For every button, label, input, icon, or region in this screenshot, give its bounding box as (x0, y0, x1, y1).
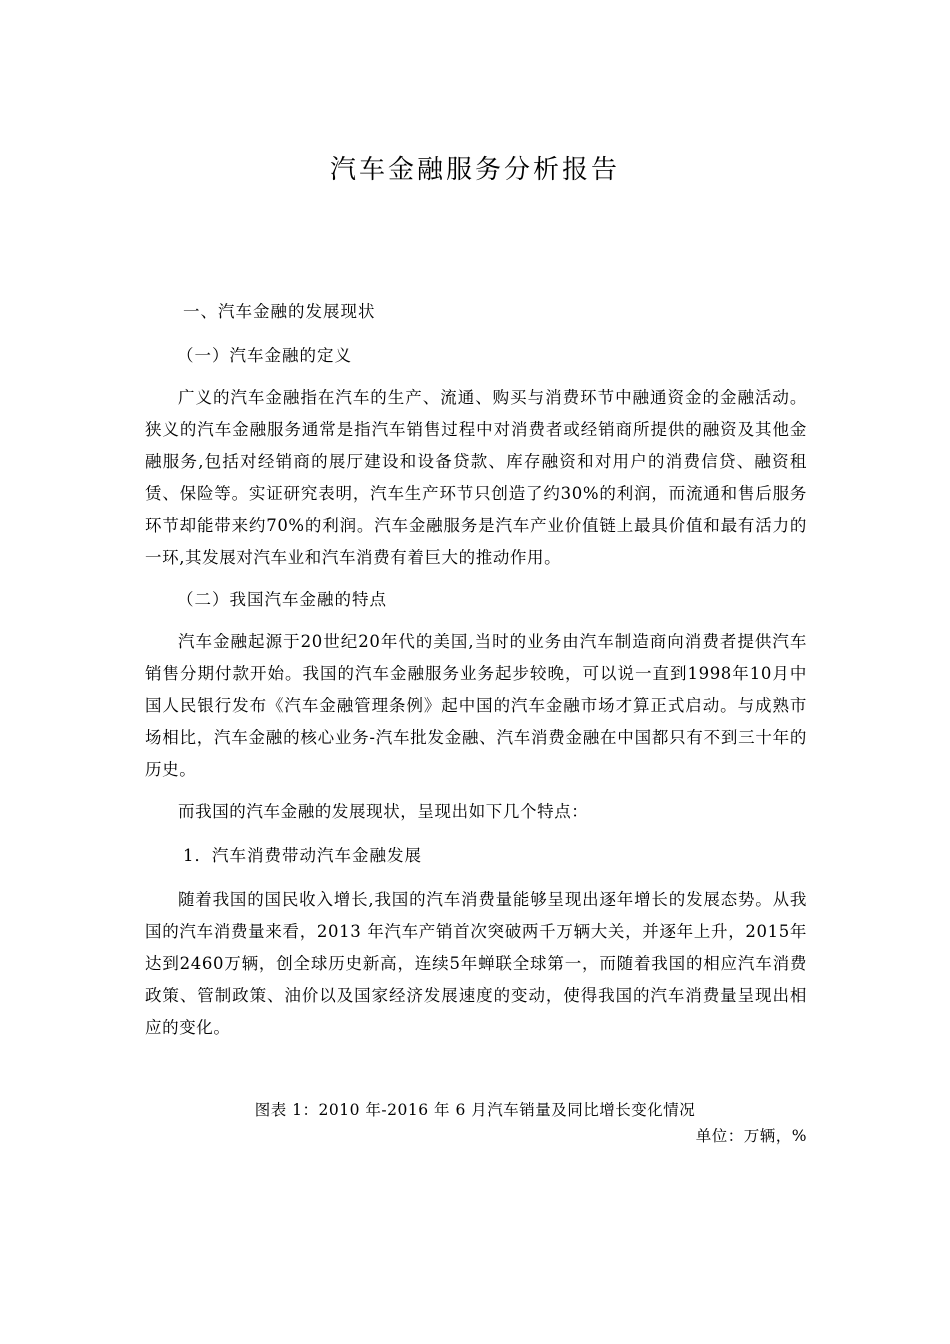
figure-unit-label: 单位：万辆，% (695, 1127, 807, 1145)
subsection-heading-features: （二）我国汽车金融的特点 (177, 590, 387, 609)
document-body (145, 296, 807, 1054)
paragraph-origin: 汽车金融起源于20世纪20年代的美国,当时的业务由汽车制造商向消费者提供汽车销售分期付款开始。我国的汽车金融服务业务起步较晚，可以说一直到1998年10月中国人民银行发布《汽车金融管理条例》起中国的汽车金融市场才算正式启动。与成熟市场相比，汽车金融的核心业务-汽车批发金融、汽车消费金融在中国都只有不到三十年的历史。 (145, 632, 807, 779)
subsection-heading-definition: （一）汽车金融的定义 (177, 346, 352, 365)
paragraph-consumption: 随着我国的国民收入增长,我国的汽车消费量能够呈现出逐年增长的发展态势。从我国的汽车消费量来看，2013 年汽车产销首次突破两千万辆大关，并逐年上升，2015年达到2460万辆，创全球历史新高，连续5年蝉联全球第一，而随着我国的相应汽车消费政策、管制政策、油价以及国家经济发展速度的变动，使得我国的汽车消费量呈现出相应的变化。 (145, 890, 807, 1037)
document-title: 汽车金融服务分析报告 (329, 155, 620, 185)
paragraph-definition: 广义的汽车金融指在汽车的生产、流通、购买与消费环节中融通资金的金融活动。狭义的汽车金融服务通常是指汽车销售过程中对消费者或经销商所提供的融资及其他金融服务,包括对经销商的展厅建设和设备贷款、库存融资和对用户的消费信贷、融资租赁、保险等。实证研究表明，汽车生产环节只创造了约30%的利润，而流通和售后服务环节却能带来约70%的利润。汽车金融服务是汽车产业价值链上最具价值和最有活力的一环,其发展对汽车业和汽车消费有着巨大的推动作用。 (145, 388, 807, 567)
list-item-heading-1: 1．汽车消费带动汽车金融发展 (183, 846, 422, 865)
section-heading-1: 一、汽车金融的发展现状 (183, 302, 376, 321)
paragraph-intro: 而我国的汽车金融的发展现状，呈现出如下几个特点： (178, 802, 589, 821)
figure-caption: 图表 1：2010 年-2016 年 6 月汽车销量及同比增长变化情况 (254, 1101, 696, 1119)
